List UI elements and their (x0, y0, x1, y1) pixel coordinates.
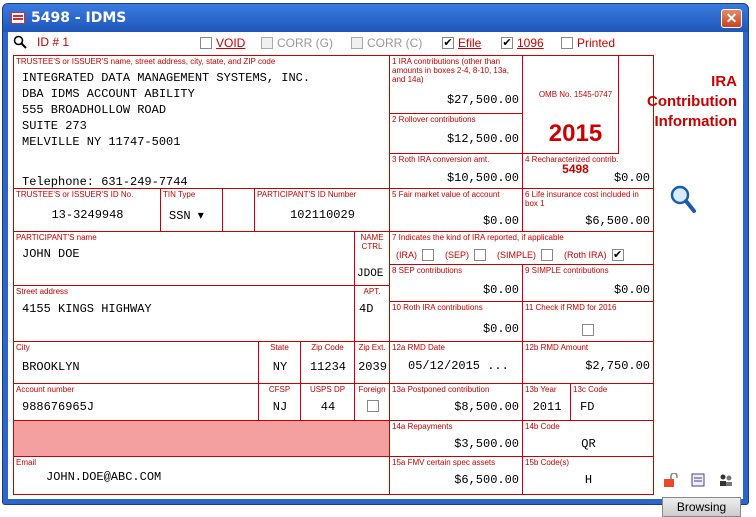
box6-label: 6 Life insurance cost included in box 1 (525, 190, 639, 208)
apt-label: APT. (363, 287, 381, 296)
heading-line-2: Contribution (647, 93, 737, 110)
1096-box[interactable]: ✔ (502, 37, 512, 49)
box8-label: 8 SEP contributions (392, 266, 463, 275)
box7-options (396, 249, 624, 261)
zip-value: 11234 (309, 360, 346, 374)
name-ctrl-value: JDOE (357, 268, 384, 280)
users-icon[interactable] (718, 473, 734, 487)
box13c-label: 13c Code (573, 385, 608, 394)
simple-checkbox[interactable] (541, 249, 553, 261)
usps-dp-label: USPS DP (309, 385, 346, 394)
trustee-address (22, 70, 310, 150)
heading-line-3: Information (654, 113, 737, 130)
close-button[interactable]: ✕ (721, 9, 742, 28)
edit-icon[interactable] (691, 473, 707, 487)
box10-value: $0.00 (482, 322, 519, 336)
box13a-value: $8,500.00 (454, 400, 519, 414)
printed-label: Printed (577, 36, 616, 50)
account-label: Account number (16, 385, 75, 394)
box3-value: $10,500.00 (446, 171, 519, 185)
zip-ext-label: Zip Ext. (358, 343, 386, 352)
trustee-line-3: 555 BROADHOLLOW ROAD (22, 103, 167, 117)
void-checkbox[interactable] (200, 36, 245, 50)
corr-c-box (351, 37, 363, 49)
box7-label: 7 Indicates the kind of IRA reported, if applicable (392, 233, 564, 242)
id-label: ID # 1 (37, 35, 70, 49)
corr-c-checkbox (351, 36, 422, 50)
box13b-value: 2011 (532, 400, 562, 414)
title-bar (3, 4, 748, 32)
participant-id-label: PARTICIPANT'S ID Number (257, 190, 357, 199)
corr-g-label: CORR (G) (277, 36, 333, 50)
cfsp-label: CFSP (268, 385, 291, 394)
window-title: 5498 - IDMS (31, 10, 127, 26)
sep-label: (SEP) (445, 250, 470, 260)
box11-label: 11 Check if RMD for 2016 (525, 303, 617, 312)
zip-label: Zip Code (311, 343, 344, 352)
browsing-button[interactable]: Browsing (662, 497, 741, 517)
void-label: VOID (216, 36, 246, 50)
toolbar (8, 32, 743, 54)
foreign-label: Foreign (358, 385, 386, 394)
efile-label: Efile (458, 36, 482, 50)
foreign-checkbox[interactable] (367, 400, 379, 412)
corr-g-box (261, 37, 273, 49)
state-value: NY (272, 360, 288, 374)
roth-checkbox[interactable]: ✔ (612, 249, 623, 261)
box11-checkbox[interactable] (582, 324, 594, 336)
box13b-label: 13b Year (525, 385, 557, 394)
client-area (8, 32, 743, 514)
box13a-label: 13a Postponed contribution (392, 385, 490, 394)
tin-spacer (223, 189, 255, 232)
1096-label: 1096 (517, 36, 544, 50)
box10-label: 10 Roth IRA contributions (392, 303, 483, 312)
cfsp-value: NJ (272, 400, 288, 414)
account-value: 988676965J (22, 400, 95, 414)
box14b-value: QR (581, 437, 596, 451)
app-icon (11, 12, 25, 24)
corr-g-checkbox (261, 36, 333, 50)
box14b-label: 14b Code (525, 422, 560, 431)
box12a-label: 12a RMD Date (392, 343, 445, 352)
tax-year: 2015 (548, 120, 603, 147)
street-value: 4155 KINGS HIGHWAY (22, 302, 152, 316)
box12b-label: 12b RMD Amount (525, 343, 589, 352)
search-icon[interactable] (13, 35, 27, 49)
omb-number: OMB No. 1545-0747 (538, 90, 613, 99)
form-number: 5498 (562, 162, 589, 176)
box5-value: $0.00 (482, 214, 519, 228)
trustee-id-value: 13-3249948 (51, 208, 124, 222)
unlock-icon[interactable] (663, 473, 679, 487)
box15a-value: $6,500.00 (454, 473, 519, 487)
ira-label: (IRA) (396, 250, 417, 260)
box14a-label: 14a Repayments (392, 422, 453, 431)
apt-value: 4D (359, 302, 374, 316)
usps-dp-value: 44 (320, 400, 336, 414)
highlight-row (14, 421, 390, 457)
roth-label: (Roth IRA) (564, 250, 607, 260)
city-value: BROOKLYN (22, 360, 80, 374)
trustee-line-2: DBA IDMS ACCOUNT ABILITY (22, 87, 195, 101)
ira-checkbox[interactable] (422, 249, 434, 261)
box8-value: $0.00 (482, 283, 519, 297)
id-lookup[interactable] (13, 35, 69, 49)
app-window (2, 3, 749, 514)
email-label: Email (16, 458, 37, 467)
tin-type-label: TIN Type (163, 190, 196, 199)
box1-value: $27,500.00 (446, 93, 519, 107)
telephone: Telephone: 631-249-7744 (22, 175, 188, 189)
trustee-line-4: SUITE 273 (22, 119, 87, 133)
name-ctrl-label: NAME CTRL (360, 233, 384, 251)
participant-name-value: JOHN DOE (22, 247, 80, 261)
trustee-line-5: MELVILLE NY 11747-5001 (22, 135, 181, 149)
box12a-value: 05/12/2015 ... (408, 359, 509, 373)
1096-checkbox[interactable] (501, 36, 544, 50)
box3-label: 3 Roth IRA conversion amt. (392, 155, 490, 164)
box2-label: 2 Rollover contributions (392, 115, 476, 124)
box15a-label: 15a FMV certain spec assets (392, 458, 496, 467)
efile-checkbox[interactable] (442, 36, 481, 50)
box15b-value: H (584, 473, 593, 487)
participant-name-label: PARTICIPANT'S name (16, 233, 97, 242)
box4-value: $0.00 (613, 171, 650, 185)
participant-id-value: 102110029 (290, 208, 355, 222)
box4-label: 4 Recharacterized contrib. (525, 155, 619, 164)
simple-label: (SIMPLE) (497, 250, 537, 260)
printed-checkbox[interactable] (561, 36, 615, 50)
box9-value: $0.00 (613, 283, 650, 297)
box13c-value: FD (580, 400, 595, 414)
state-label: State (270, 343, 289, 352)
sep-checkbox[interactable] (474, 249, 486, 261)
form-heading (627, 72, 737, 132)
trustee-line-1: INTEGRATED DATA MANAGEMENT SYSTEMS, INC. (22, 71, 311, 85)
void-box[interactable] (200, 37, 212, 49)
magnifier-icon[interactable] (670, 184, 696, 214)
box11-field (523, 302, 654, 342)
box1-label: 1 IRA contributions (other than amounts in boxes 2-4, 8-10, 13a, and 14a) (392, 57, 509, 84)
efile-box[interactable]: ✔ (443, 37, 453, 49)
box5-label: 5 Fair market value of account (392, 190, 500, 199)
box12b-value: $2,750.00 (585, 359, 650, 373)
box15b-label: 15b Code(s) (525, 458, 570, 467)
box2-value: $12,500.00 (446, 132, 519, 146)
box6-value: $6,500.00 (585, 214, 650, 228)
trustee-label: TRUSTEE'S or ISSUER'S name, street address, city, state, and ZIP code (16, 57, 276, 66)
tin-type-select[interactable]: SSN ▾ (169, 209, 204, 223)
box9-label: 9 SIMPLE contributions (525, 266, 609, 275)
city-label: City (16, 343, 30, 352)
zip-ext-value: 2039 (358, 360, 387, 374)
email-value: JOHN.DOE@ABC.COM (46, 470, 162, 484)
heading-line-1: IRA (711, 73, 737, 90)
box14a-value: $3,500.00 (454, 437, 519, 451)
corr-c-label: CORR (C) (367, 36, 423, 50)
printed-box[interactable] (561, 37, 573, 49)
street-label: Street address (16, 287, 69, 296)
trustee-id-label: TRUSTEE'S or ISSUER'S ID No. (16, 190, 134, 199)
